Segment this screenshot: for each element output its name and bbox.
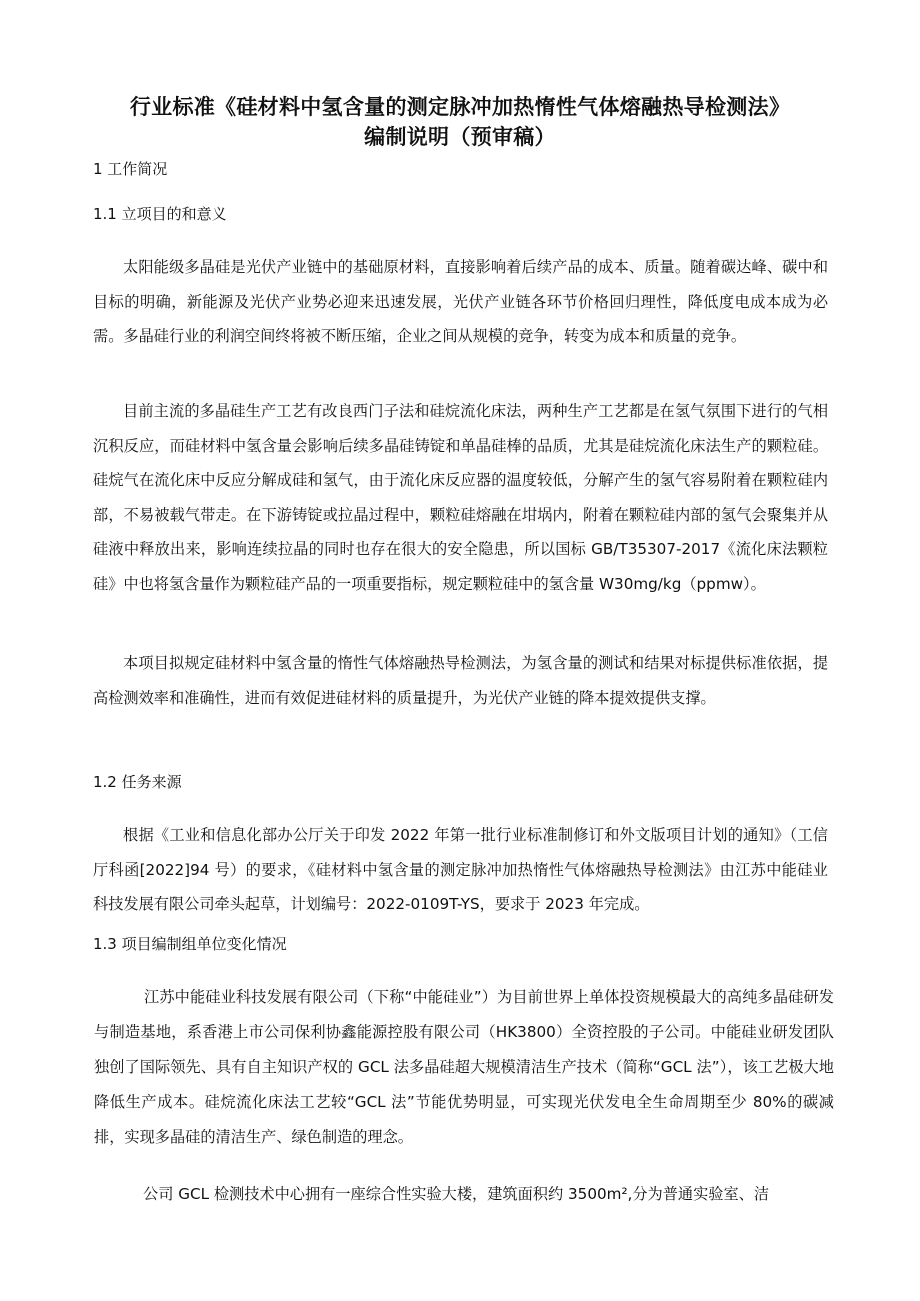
section-heading-1-3: 1.3 项目编制组单位变化情况 — [93, 935, 287, 953]
paragraph-6: 公司 GCL 检测技术中心拥有一座综合性实验大楼，建筑面积约 3500m²,分为普通实验室、洁 — [143, 1185, 770, 1203]
document-title-line1: 行业标准《硅材料中氢含量的测定脉冲加热惰性气体熔融热导检测法》 — [129, 95, 791, 119]
paragraph-1: 太阳能级多晶硅是光伏产业链中的基础原材料，直接影响着后续产品的成本、质量。随着碳达峰、碳中和目标的明确，新能源及光伏产业势必迎来迅速发展，光伏产业链各环节价格回归理性，降低度电成本成为必需。多晶硅行业的利润空间终将被不断压缩，企业之间从规模的竞争，转变为成本和质量的竞争。 — [93, 258, 828, 345]
section-heading-1-2: 1.2 任务来源 — [93, 773, 182, 791]
section-heading-1-1: 1.1 立项目的和意义 — [93, 205, 227, 223]
paragraph-4: 根据《工业和信息化部办公厅关于印发 2022 年第一批行业标准制修订和外文版项目计划的通知》（工信厅科函[2022]94 号）的要求，《硅材料中氢含量的测定脉冲加热惰性气体熔融热导检测法》由江苏中能硅业科技发展有限公司牵头起草，计划编号：2022-0109T-YS，要求于 2023 年完成。 — [93, 826, 828, 913]
document-title-line2: 编制说明（预审稿） — [364, 125, 556, 149]
paragraph-3: 本项目拟规定硅材料中氢含量的惰性气体熔融热导检测法，为氢含量的测试和结果对标提供标准依据，提高检测效率和准确性，进而有效促进硅材料的质量提升，为光伏产业链的降本提效提供支撑。 — [93, 654, 828, 707]
paragraph-2: 目前主流的多晶硅生产工艺有改良西门子法和硅烷流化床法，两种生产工艺都是在氢气氛围下进行的气相沉积反应，而硅材料中氢含量会影响后续多晶硅铸锭和单晶硅棒的品质，尤其是硅烷流化床法生产的颗粒硅。硅烷气在流化床中反应分解成硅和氢气，由于流化床反应器的温度较低，分解产生的氢气容易附着在颗粒硅内部，不易被载气带走。在下游铸锭或拉晶过程中，颗粒硅熔融在坩埚内，附着在颗粒硅内部的氢气会聚集并从硅液中释放出来，影响连续拉晶的同时也存在很大的安全隐患，所以国标 GB/T35307-2017《流化床法颗粒硅》中也将氢含量作为颗粒硅产品的一项重要指标，规定颗粒硅中的氢含量 W30mg/kg（ppmw）。 — [93, 402, 828, 593]
paragraph-5: 江苏中能硅业科技发展有限公司（下称“中能硅业”）为目前世界上单体投资规模最大的高纯多晶硅研发与制造基地，系香港上市公司保利协鑫能源控股有限公司（HK3800）全资控股的子公司。中能硅业研发团队独创了国际领先、具有自主知识产权的 GCL 法多晶硅超大规模清洁生产技术（简称“GCL 法”），该工艺极大地降低生产成本。硅烷流化床法工艺较“GCL 法”节能优势明显，可实现光伏发电全生命周期至少 80%的碳减排，实现多晶硅的清洁生产、绿色制造的理念。 — [94, 988, 834, 1146]
section-heading-1: 1 工作简况 — [93, 160, 168, 178]
